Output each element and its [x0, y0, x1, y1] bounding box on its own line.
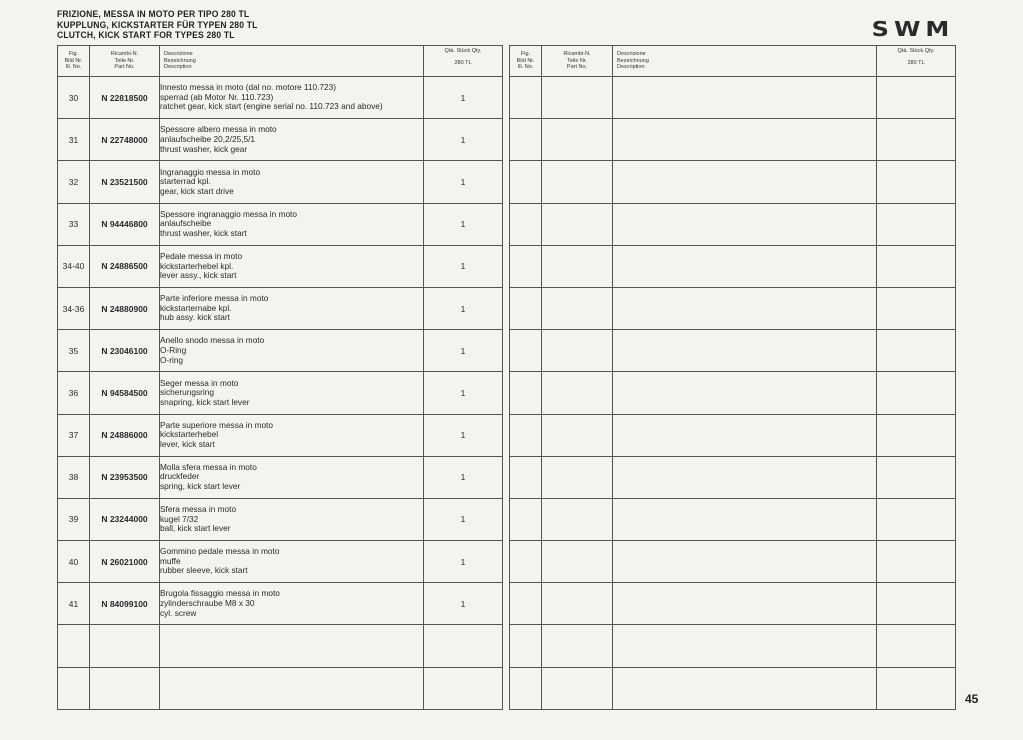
description-english: thrust washer, kick start: [160, 227, 247, 238]
quantity-cell: 1: [424, 203, 503, 245]
empty-cell: [877, 161, 956, 203]
table-row: [58, 77, 503, 119]
empty-table-row: [510, 583, 956, 625]
quantity-cell: 1: [424, 77, 503, 119]
fig-number-cell: 39: [58, 498, 90, 540]
empty-cell: [613, 583, 877, 625]
fig-number-cell: 35: [58, 330, 90, 372]
empty-table-row: [510, 245, 956, 287]
description-cell: [160, 161, 424, 203]
empty-cell: [510, 667, 542, 709]
quantity-cell: 1: [424, 245, 503, 287]
quantity-cell: 1: [424, 119, 503, 161]
empty-cell: [613, 77, 877, 119]
quantity-cell: 1: [424, 161, 503, 203]
description-italian: Parte inferiore messa in moto: [160, 293, 269, 304]
empty-table-row: [510, 667, 956, 709]
empty-cell: [542, 245, 613, 287]
column-header-fig: Fig. Bild Nr. Ill. No.: [510, 46, 542, 77]
description-german: muffe: [160, 555, 181, 566]
empty-table-row: [510, 456, 956, 498]
description-italian: Seger messa in moto: [160, 377, 239, 388]
description-cell: [160, 583, 424, 625]
description-german: druckfeder: [160, 471, 200, 482]
fig-number-cell: 34-40: [58, 245, 90, 287]
empty-cell: [877, 498, 956, 540]
empty-cell: [542, 583, 613, 625]
column-header-description: Descrizione Bezeichnung Description: [160, 46, 424, 77]
empty-cell: [613, 414, 877, 456]
empty-cell: [613, 541, 877, 583]
empty-table-row: [58, 625, 503, 667]
description-italian: Innesto messa in moto (dal no. motore 110.723): [160, 82, 337, 93]
quantity-cell: 1: [424, 583, 503, 625]
description-english: ball, kick start lever: [160, 523, 231, 534]
empty-cell: [542, 414, 613, 456]
description-english: gear, kick start drive: [160, 185, 234, 196]
description-italian: Molla sfera messa in moto: [160, 461, 257, 472]
empty-cell: [542, 541, 613, 583]
empty-cell: [613, 667, 877, 709]
empty-cell: [510, 625, 542, 667]
empty-cell: [877, 77, 956, 119]
empty-cell: [510, 330, 542, 372]
empty-cell: [510, 583, 542, 625]
empty-cell: [542, 119, 613, 161]
part-number-cell: N 23244000: [90, 498, 160, 540]
column-header-part-no: Ricambi-N. Teile Nr. Part No.: [90, 46, 160, 77]
table-row: [58, 541, 503, 583]
description-german: starterrad kpl.: [160, 176, 211, 187]
fig-number-cell: 36: [58, 372, 90, 414]
empty-cell: [424, 625, 503, 667]
quantity-cell: 1: [424, 498, 503, 540]
description-italian: Pedale messa in moto: [160, 250, 243, 261]
empty-cell: [510, 498, 542, 540]
empty-cell: [877, 330, 956, 372]
empty-cell: [510, 372, 542, 414]
empty-cell: [542, 77, 613, 119]
empty-table-row: [510, 203, 956, 245]
fig-number-cell: 32: [58, 161, 90, 203]
empty-cell: [613, 203, 877, 245]
empty-cell: [510, 203, 542, 245]
column-header-part-no: Ricambi-N. Teile Nr. Part No.: [542, 46, 613, 77]
empty-table-row: [510, 541, 956, 583]
empty-cell: [510, 414, 542, 456]
empty-cell: [877, 625, 956, 667]
part-number-cell: N 23953500: [90, 456, 160, 498]
parts-table: [57, 45, 503, 710]
table-row: [58, 287, 503, 329]
empty-table-row: [510, 287, 956, 329]
empty-table-row: [510, 119, 956, 161]
description-italian: Spessore albero messa in moto: [160, 124, 277, 135]
description-german: sperrad (ab Motor Nr. 110.723): [160, 91, 274, 102]
table-row: [58, 161, 503, 203]
empty-cell: [877, 245, 956, 287]
table-header-row: [58, 46, 503, 77]
empty-cell: [542, 625, 613, 667]
empty-cell: [510, 119, 542, 161]
description-german: kickstarterhebel kpl.: [160, 260, 234, 271]
quantity-cell: 1: [424, 372, 503, 414]
empty-cell: [160, 667, 424, 709]
empty-cell: [877, 414, 956, 456]
description-cell: [160, 414, 424, 456]
part-number-cell: N 24886500: [90, 245, 160, 287]
description-german: kickstarterhebel: [160, 429, 219, 440]
fig-number-cell: 34-36: [58, 287, 90, 329]
description-cell: [160, 245, 424, 287]
empty-cell: [510, 541, 542, 583]
title-line-en: CLUTCH, KICK START FOR TYPES 280 TL: [57, 30, 235, 41]
empty-table-row: [510, 330, 956, 372]
empty-cell: [510, 245, 542, 287]
table-row: [58, 498, 503, 540]
column-header-quantity: Qtà. Stück Qty. 280 TL: [877, 46, 956, 77]
table-row: [58, 203, 503, 245]
fig-number-cell: 38: [58, 456, 90, 498]
description-german: zylinderschraube M8 x 30: [160, 598, 255, 609]
table-row: [58, 583, 503, 625]
part-number-cell: N 24880900: [90, 287, 160, 329]
description-cell: [160, 372, 424, 414]
page-title: [57, 10, 280, 42]
part-number-cell: N 23046100: [90, 330, 160, 372]
parts-table-continued: [509, 45, 956, 710]
empty-cell: [877, 372, 956, 414]
description-cell: [160, 330, 424, 372]
empty-cell: [424, 667, 503, 709]
empty-cell: [613, 245, 877, 287]
description-cell: [160, 203, 424, 245]
empty-cell: [877, 667, 956, 709]
description-german: sicherungsring: [160, 387, 214, 398]
empty-cell: [542, 287, 613, 329]
empty-cell: [542, 330, 613, 372]
table-row: [58, 414, 503, 456]
description-cell: [160, 456, 424, 498]
empty-table-row: [510, 414, 956, 456]
description-german: kickstarternabe kpl.: [160, 302, 232, 313]
fig-number-cell: 41: [58, 583, 90, 625]
column-header-quantity: Qtà. Stück Qty. 280 TL: [424, 46, 503, 77]
description-italian: Ingranaggio messa in moto: [160, 166, 261, 177]
description-german: O-Ring: [160, 344, 187, 355]
description-italian: Gommino pedale messa in moto: [160, 546, 280, 557]
table-header-row: [510, 46, 956, 77]
part-number-cell: N 84099100: [90, 583, 160, 625]
empty-cell: [510, 456, 542, 498]
empty-cell: [542, 456, 613, 498]
description-cell: [160, 498, 424, 540]
description-italian: Sfera messa in moto: [160, 504, 237, 515]
empty-cell: [90, 625, 160, 667]
empty-cell: [613, 119, 877, 161]
fig-number-cell: 30: [58, 77, 90, 119]
description-cell: [160, 541, 424, 583]
description-english: O-ring: [160, 354, 184, 365]
page-number: 45: [965, 692, 979, 706]
fig-number-cell: 33: [58, 203, 90, 245]
quantity-cell: 1: [424, 414, 503, 456]
table-row: [58, 372, 503, 414]
part-number-cell: N 22748000: [90, 119, 160, 161]
description-english: lever assy., kick start: [160, 270, 237, 281]
table-row: [58, 330, 503, 372]
description-italian: Brugola fissaggio messa in moto: [160, 588, 280, 599]
empty-cell: [613, 287, 877, 329]
description-german: anlaufscheibe: [160, 218, 212, 229]
empty-cell: [542, 161, 613, 203]
empty-cell: [58, 667, 90, 709]
quantity-cell: 1: [424, 330, 503, 372]
empty-cell: [613, 372, 877, 414]
empty-cell: [542, 372, 613, 414]
table-row: [58, 119, 503, 161]
quantity-cell: 1: [424, 541, 503, 583]
empty-cell: [613, 330, 877, 372]
empty-cell: [542, 667, 613, 709]
description-german: anlaufscheibe 20,2/25,5/1: [160, 133, 256, 144]
empty-cell: [510, 77, 542, 119]
empty-table-row: [510, 161, 956, 203]
description-english: ratchet gear, kick start (engine serial no. 110.723 and above): [160, 101, 383, 112]
title-line-de: KUPPLUNG, KICKSTARTER FÜR TYPEN 280 TL: [57, 19, 258, 31]
quantity-cell: 1: [424, 456, 503, 498]
description-cell: [160, 119, 424, 161]
empty-table-row: [510, 498, 956, 540]
description-english: thrust washer, kick gear: [160, 143, 248, 154]
description-cell: [160, 77, 424, 119]
empty-cell: [58, 625, 90, 667]
empty-cell: [160, 625, 424, 667]
empty-cell: [877, 456, 956, 498]
empty-cell: [877, 287, 956, 329]
title-line-it: FRIZIONE, MESSA IN MOTO PER TIPO 280 TL: [57, 9, 250, 20]
description-cell: [160, 287, 424, 329]
table-row: [58, 456, 503, 498]
part-number-cell: N 94446800: [90, 203, 160, 245]
description-english: spring, kick start lever: [160, 481, 241, 492]
description-english: hub assy. kick start: [160, 312, 230, 323]
empty-cell: [542, 203, 613, 245]
empty-cell: [510, 287, 542, 329]
description-italian: Parte superiore messa in moto: [160, 419, 273, 430]
description-english: snapring, kick start lever: [160, 396, 250, 407]
empty-cell: [877, 583, 956, 625]
fig-number-cell: 31: [58, 119, 90, 161]
swm-logo: [870, 18, 956, 42]
empty-cell: [613, 456, 877, 498]
empty-cell: [877, 119, 956, 161]
description-english: lever, kick start: [160, 438, 215, 449]
fig-number-cell: 40: [58, 541, 90, 583]
empty-table-row: [58, 667, 503, 709]
part-number-cell: N 24886000: [90, 414, 160, 456]
empty-cell: [877, 541, 956, 583]
svg-text:SWM: SWM: [871, 18, 955, 42]
part-number-cell: N 23521500: [90, 161, 160, 203]
description-english: rubber sleeve, kick start: [160, 565, 248, 576]
description-german: kugel 7/32: [160, 513, 199, 524]
empty-cell: [613, 625, 877, 667]
empty-cell: [542, 498, 613, 540]
empty-cell: [510, 161, 542, 203]
empty-table-row: [510, 372, 956, 414]
empty-cell: [613, 161, 877, 203]
part-number-cell: N 26021000: [90, 541, 160, 583]
table-row: [58, 245, 503, 287]
description-italian: Spessore ingranaggio messa in moto: [160, 208, 297, 219]
empty-cell: [90, 667, 160, 709]
empty-cell: [613, 498, 877, 540]
description-english: cyl. screw: [160, 607, 197, 618]
empty-cell: [877, 203, 956, 245]
column-header-fig: Fig. Bild Nr. Ill. No.: [58, 46, 90, 77]
fig-number-cell: 37: [58, 414, 90, 456]
quantity-cell: 1: [424, 287, 503, 329]
empty-table-row: [510, 625, 956, 667]
column-header-description: Descrizione Bezeichnung Description: [613, 46, 877, 77]
description-italian: Anello snodo messa in moto: [160, 335, 265, 346]
part-number-cell: N 22818500: [90, 77, 160, 119]
part-number-cell: N 94584500: [90, 372, 160, 414]
empty-table-row: [510, 77, 956, 119]
